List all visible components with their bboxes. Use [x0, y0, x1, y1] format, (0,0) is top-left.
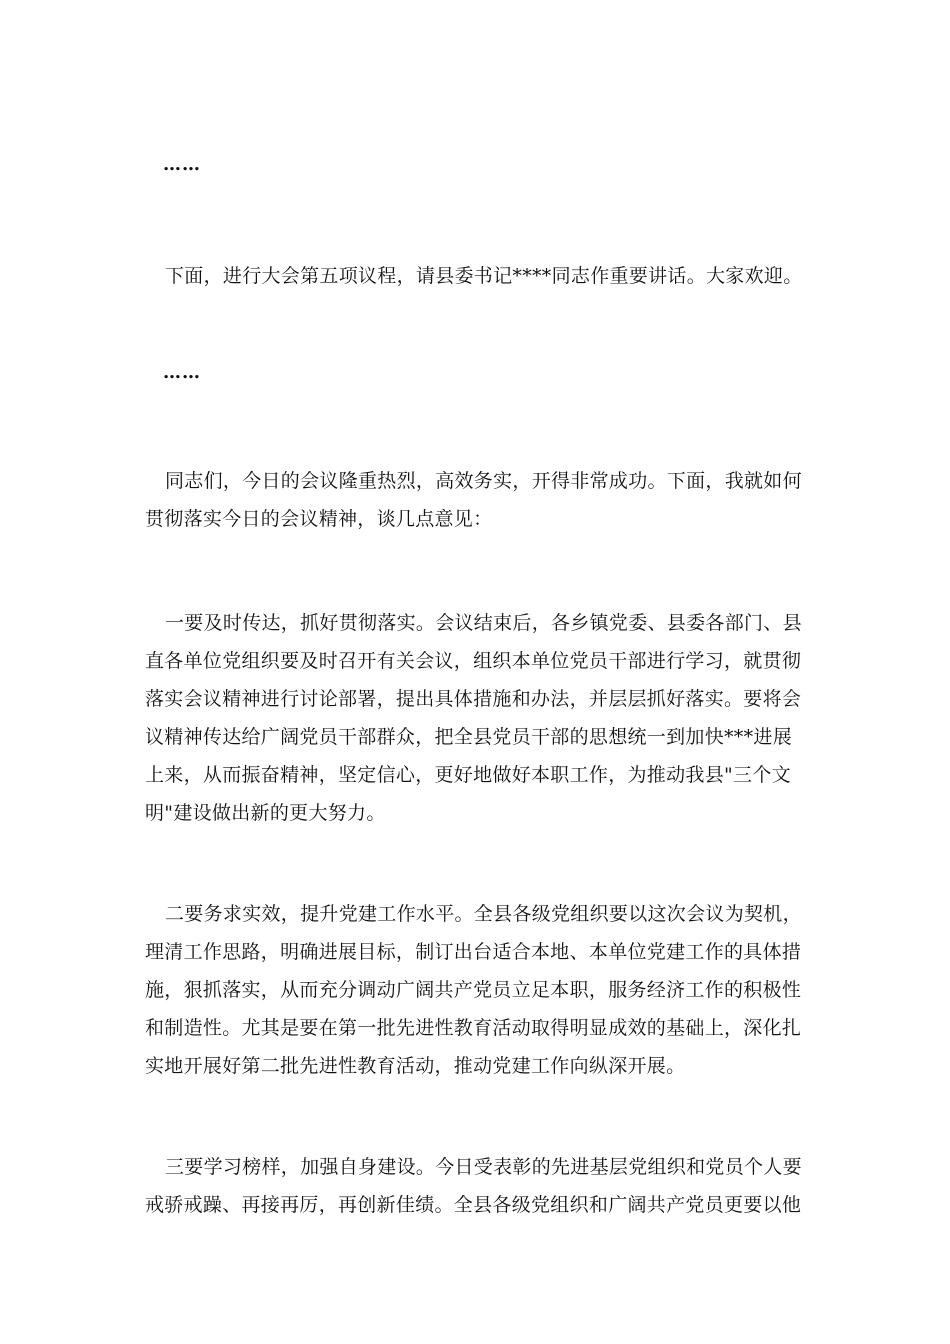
paragraph-point-two: 二要务求实效，提升党建工作水平。全县各级党组织要以这次会议为契机，理清工作思路，明确进展目标，制订出台适合本地、本单位党建工作的具体措施，狠抓落实，从而充分调动广阔共产党员立足本职，服务经济工作的积极性和制造性。尤其是要在第一批先进性教育活动取得明显成效的基础上，深化扎实地开展好第二批先进性教育活动，推动党建工作向纵深开展。 — [145, 903, 802, 1077]
ellipsis-2: …… — [163, 362, 201, 383]
paragraph-point-three: 三要学习榜样，加强自身建设。今日受表彰的先进基层党组织和党员个人要戒骄戒躁、再接再厉，再创新佳绩。全县各级党组织和广阔共产党员更要以他 — [145, 1156, 802, 1216]
paragraph-agenda: 下面，进行大会第五项议程，请县委书记****同志作重要讲话。大家欢迎。 — [165, 265, 803, 287]
ellipsis-1: …… — [163, 154, 201, 175]
paragraph-intro: 同志们，今日的会议隆重热烈，高效务实，开得非常成功。下面，我就如何贯彻落实今日的会议精神，谈几点意见： — [145, 470, 802, 530]
paragraph-point-one: 一要及时传达，抓好贯彻落实。会议结束后，各乡镇党委、县委各部门、县直各单位党组织要及时召开有关会议，组织本单位党员干部进行学习，就贯彻落实会议精神进行讨论部署，提出具体措施和办法，并层层抓好落实。要将会议精神传达给广阔党员干部群众，把全县党员干部的思想统一到加快***进展上来，从而振奋精神，坚定信心，更好地做好本职工作，为推动我县"三个文明"建设做出新的更大努力。 — [145, 612, 802, 824]
